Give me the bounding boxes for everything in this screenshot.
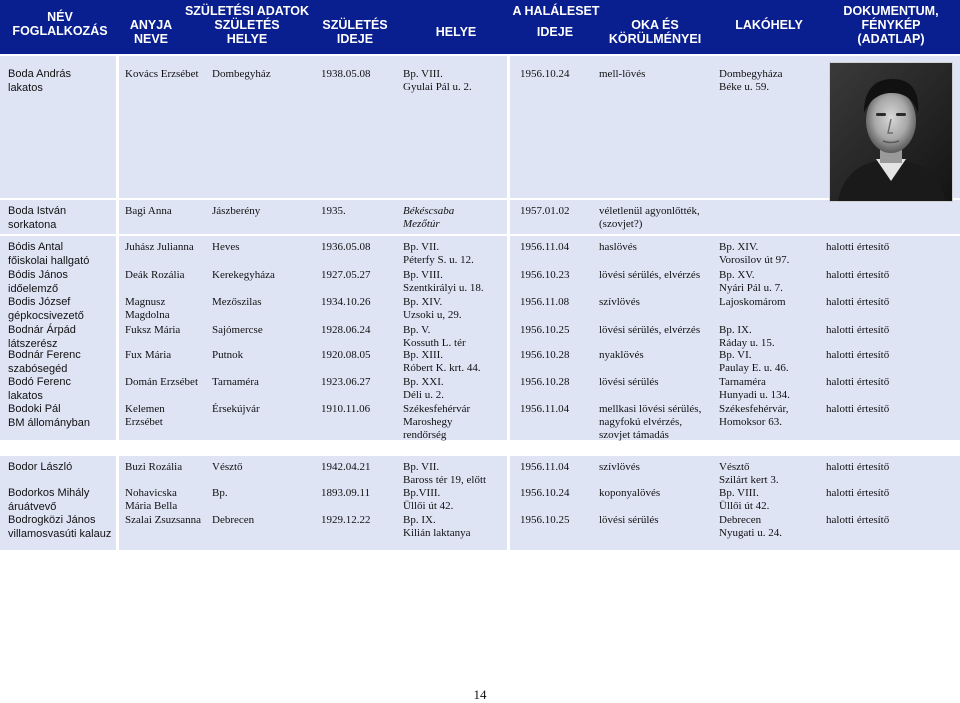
cell-residence: Dombegyháza Béke u. 59. [719, 68, 783, 93]
cell-document: halotti értesítő [826, 269, 890, 281]
cell-name: Bodrogközi János [8, 514, 96, 526]
cell-cause: mellkasi lövési sérülés, nagyfokú elvérzés, szovjet támadás [599, 403, 702, 441]
cell-name: Boda István [8, 205, 67, 217]
cell-residence: Bp. VIII. Üllői út 42. [719, 487, 770, 512]
cell-document: halotti értesítő [826, 461, 890, 473]
cell-birth-place: Vésztő [212, 461, 243, 473]
cell-mother-name: Fuksz Mária [125, 324, 181, 336]
cell-name: Bódis János [8, 269, 68, 281]
column-divider [507, 200, 510, 234]
cell-mother-name: Juhász Julianna [125, 241, 194, 253]
column-divider [116, 236, 119, 440]
cell-birth-date: 1942.04.21 [321, 461, 371, 473]
cell-death-place: Bp. VII. Baross tér 19, előtt [403, 461, 487, 486]
cell-cause: szívlövés [599, 461, 640, 473]
cell-death-date: 1957.01.02 [520, 205, 570, 217]
cell-death-date: 1956.11.04 [520, 461, 570, 473]
cell-birth-date: 1910.11.06 [321, 403, 371, 415]
cell-birth-date: 1920.08.05 [321, 349, 371, 361]
cell-birth-place: Jászberény [212, 205, 261, 217]
cell-birth-date: 1923.06.27 [321, 376, 371, 388]
cell-birth-date: 1935. [321, 205, 346, 217]
cell-birth-place: Putnok [212, 349, 244, 361]
cell-document: halotti értesítő [826, 376, 890, 388]
cell-death-place: Bp. XIV. Uzsoki u, 29. [403, 296, 462, 321]
cell-death-place: Székesfehérvár Maroshegy rendőrség [403, 403, 471, 441]
cell-death-place: Bp. VIII. Gyulai Pál u. 2. [403, 68, 472, 93]
cell-name: Bodis József [8, 296, 71, 308]
cell-death-date: 1956.10.25 [520, 324, 570, 336]
cell-residence: Tarnaméra Hunyadi u. 134. [719, 376, 790, 401]
cell-death-date: 1956.10.25 [520, 514, 570, 526]
cell-cause: mell-lövés [599, 68, 646, 80]
portrait-image [830, 63, 952, 201]
cell-birth-date: 1893.09.11 [321, 487, 371, 499]
cell-birth-place: Érsekújvár [212, 403, 260, 415]
cell-occupation: látszerész [8, 338, 58, 350]
header-death-date: IDEJE [536, 25, 574, 39]
header-birth-place: SZÜLETÉS HELYE [214, 18, 280, 46]
header-birth-date: SZÜLETÉS IDEJE [322, 18, 388, 46]
cell-birth-place: Debrecen [212, 514, 255, 526]
cell-occupation: villamosvasúti kalauz [8, 528, 112, 540]
cell-mother-name: Buzi Rozália [125, 461, 183, 473]
cell-name: Bodnár Ferenc [8, 349, 81, 361]
cell-document: halotti értesítő [826, 241, 890, 253]
cell-birth-place: Heves [212, 241, 240, 253]
cell-occupation: lakatos [8, 82, 43, 94]
cell-name: Bodorkos Mihály [8, 487, 90, 499]
cell-mother-name: Kelemen Erzsébet [125, 403, 165, 428]
cell-document: halotti értesítő [826, 403, 890, 415]
cell-name: Bodor László [8, 461, 73, 473]
column-divider [507, 236, 510, 440]
cell-occupation: időelemző [8, 283, 59, 295]
portrait-photo [829, 62, 953, 202]
cell-residence: Bp. XIV. Vorosilov út 97. [719, 241, 790, 266]
cell-mother-name: Nohavicska Mária Bella [125, 487, 178, 512]
cell-document: halotti értesítő [826, 324, 890, 336]
cell-occupation: szabósegéd [8, 363, 68, 375]
cell-residence: Bp. IX. Ráday u. 15. [719, 324, 775, 349]
cell-cause: haslövés [599, 241, 637, 253]
cell-occupation: gépkocsivezető [8, 310, 84, 322]
cell-cause: lövési sérülés [599, 376, 659, 388]
cell-death-place: Bp.VIII. Üllői út 42. [403, 487, 454, 512]
column-divider [507, 456, 510, 550]
cell-residence: Debrecen Nyugati u. 24. [719, 514, 782, 539]
header-documents: DOKUMENTUM, FÉNYKÉP (ADATLAP) [843, 4, 939, 46]
column-divider [507, 56, 510, 198]
header-death: A HALÁLESET [512, 4, 600, 18]
cell-death-date: 1956.10.28 [520, 349, 570, 361]
header-death-place: HELYE [435, 25, 477, 39]
cell-birth-place: Tarnaméra [212, 376, 259, 388]
cell-name: Bodnár Árpád [8, 324, 76, 336]
cell-name: Bodó Ferenc [8, 376, 71, 388]
cell-cause: lövési sérülés, elvérzés [599, 324, 701, 336]
cell-residence: Bp. XV. Nyári Pál u. 7. [719, 269, 783, 294]
cell-cause: véletlenül agyonlőtték, (szovjet?) [599, 205, 700, 230]
page-number: 14 [473, 687, 487, 702]
cell-birth-date: 1927.05.27 [321, 269, 371, 281]
header-name-occupation: NÉV FOGLALKOZÁS [12, 10, 108, 38]
cell-birth-date: 1934.10.26 [321, 296, 371, 308]
cell-death-date: 1956.10.28 [520, 376, 570, 388]
cell-birth-place: Sajómercse [212, 324, 263, 336]
cell-name: Bodoki Pál [8, 403, 61, 415]
cell-death-date: 1956.10.24 [520, 68, 570, 80]
cell-occupation: BM állományban [8, 417, 90, 429]
header-mother-name: ANYJA NEVE [129, 18, 173, 46]
cell-name: Bódis Antal [8, 241, 64, 253]
cell-cause: lövési sérülés [599, 514, 659, 526]
cell-mother-name: Magnusz Magdolna [125, 296, 170, 321]
cell-death-place: Bp. IX. Kilián laktanya [403, 514, 471, 539]
cell-cause: lövési sérülés, elvérzés [599, 269, 701, 281]
cell-residence: Lajoskomárom [719, 296, 786, 308]
cell-death-place: Bp. VII. Péterfy S. u. 12. [403, 241, 474, 266]
cell-death-date: 1956.11.04 [520, 241, 570, 253]
cell-residence: Vésztő Szilárt kert 3. [719, 461, 779, 486]
cell-document: halotti értesítő [826, 514, 890, 526]
cell-name: Boda András [8, 68, 71, 80]
cell-mother-name: Deák Rozália [125, 269, 185, 281]
cell-birth-date: 1938.05.08 [321, 68, 371, 80]
cell-birth-place: Mezőszilas [212, 296, 262, 308]
table-header [0, 0, 960, 54]
column-divider [116, 200, 119, 234]
cell-occupation: lakatos [8, 390, 43, 402]
cell-death-place: Bp. V. Kossuth L. tér [403, 324, 466, 349]
cell-death-date: 1956.10.24 [520, 487, 570, 499]
cell-document: halotti értesítő [826, 487, 890, 499]
cell-death-place: Bp. XIII. Róbert K. krt. 44. [403, 349, 481, 374]
cell-document: halotti értesítő [826, 296, 890, 308]
cell-birth-place: Dombegyház [212, 68, 271, 80]
header-birth-data: SZÜLETÉSI ADATOK [184, 4, 310, 18]
column-divider [116, 456, 119, 550]
cell-occupation: főiskolai hallgató [8, 255, 90, 267]
cell-birth-date: 1929.12.22 [321, 514, 371, 526]
cell-cause: nyaklövés [599, 349, 644, 361]
cell-cause: koponyalövés [599, 487, 661, 499]
cell-birth-date: 1928.06.24 [321, 324, 371, 336]
cell-death-place: Bp. XXI. Déli u. 2. [403, 376, 444, 401]
cell-occupation: áruátvevő [8, 501, 57, 513]
header-residence: LAKÓHELY [735, 18, 803, 32]
cell-death-place: Békéscsaba Mezőtúr [403, 205, 455, 230]
cell-cause: szívlövés [599, 296, 640, 308]
cell-mother-name: Fux Mária [125, 349, 172, 361]
cell-mother-name: Domán Erzsébet [125, 376, 198, 388]
cell-death-date: 1956.11.04 [520, 403, 570, 415]
cell-birth-date: 1936.05.08 [321, 241, 371, 253]
cell-birth-place: Bp. [212, 487, 228, 499]
cell-death-date: 1956.10.23 [520, 269, 570, 281]
cell-residence: Székesfehérvár, Homoksor 63. [719, 403, 789, 428]
cell-document: halotti értesítő [826, 349, 890, 361]
cell-mother-name: Kovács Erzsébet [125, 68, 199, 80]
cell-birth-place: Kerekegyháza [212, 269, 275, 281]
cell-residence: Bp. VI. Paulay E. u. 46. [719, 349, 789, 374]
header-cause: OKA ÉS KÖRÜLMÉNYEI [608, 18, 702, 46]
cell-death-place: Bp. VIII. Szentkirályi u. 18. [403, 269, 484, 294]
column-divider [116, 56, 119, 198]
cell-mother-name: Szalai Zsuzsanna [125, 514, 202, 526]
cell-mother-name: Bagi Anna [125, 205, 172, 217]
cell-death-date: 1956.11.08 [520, 296, 570, 308]
cell-occupation: sorkatona [8, 219, 57, 231]
